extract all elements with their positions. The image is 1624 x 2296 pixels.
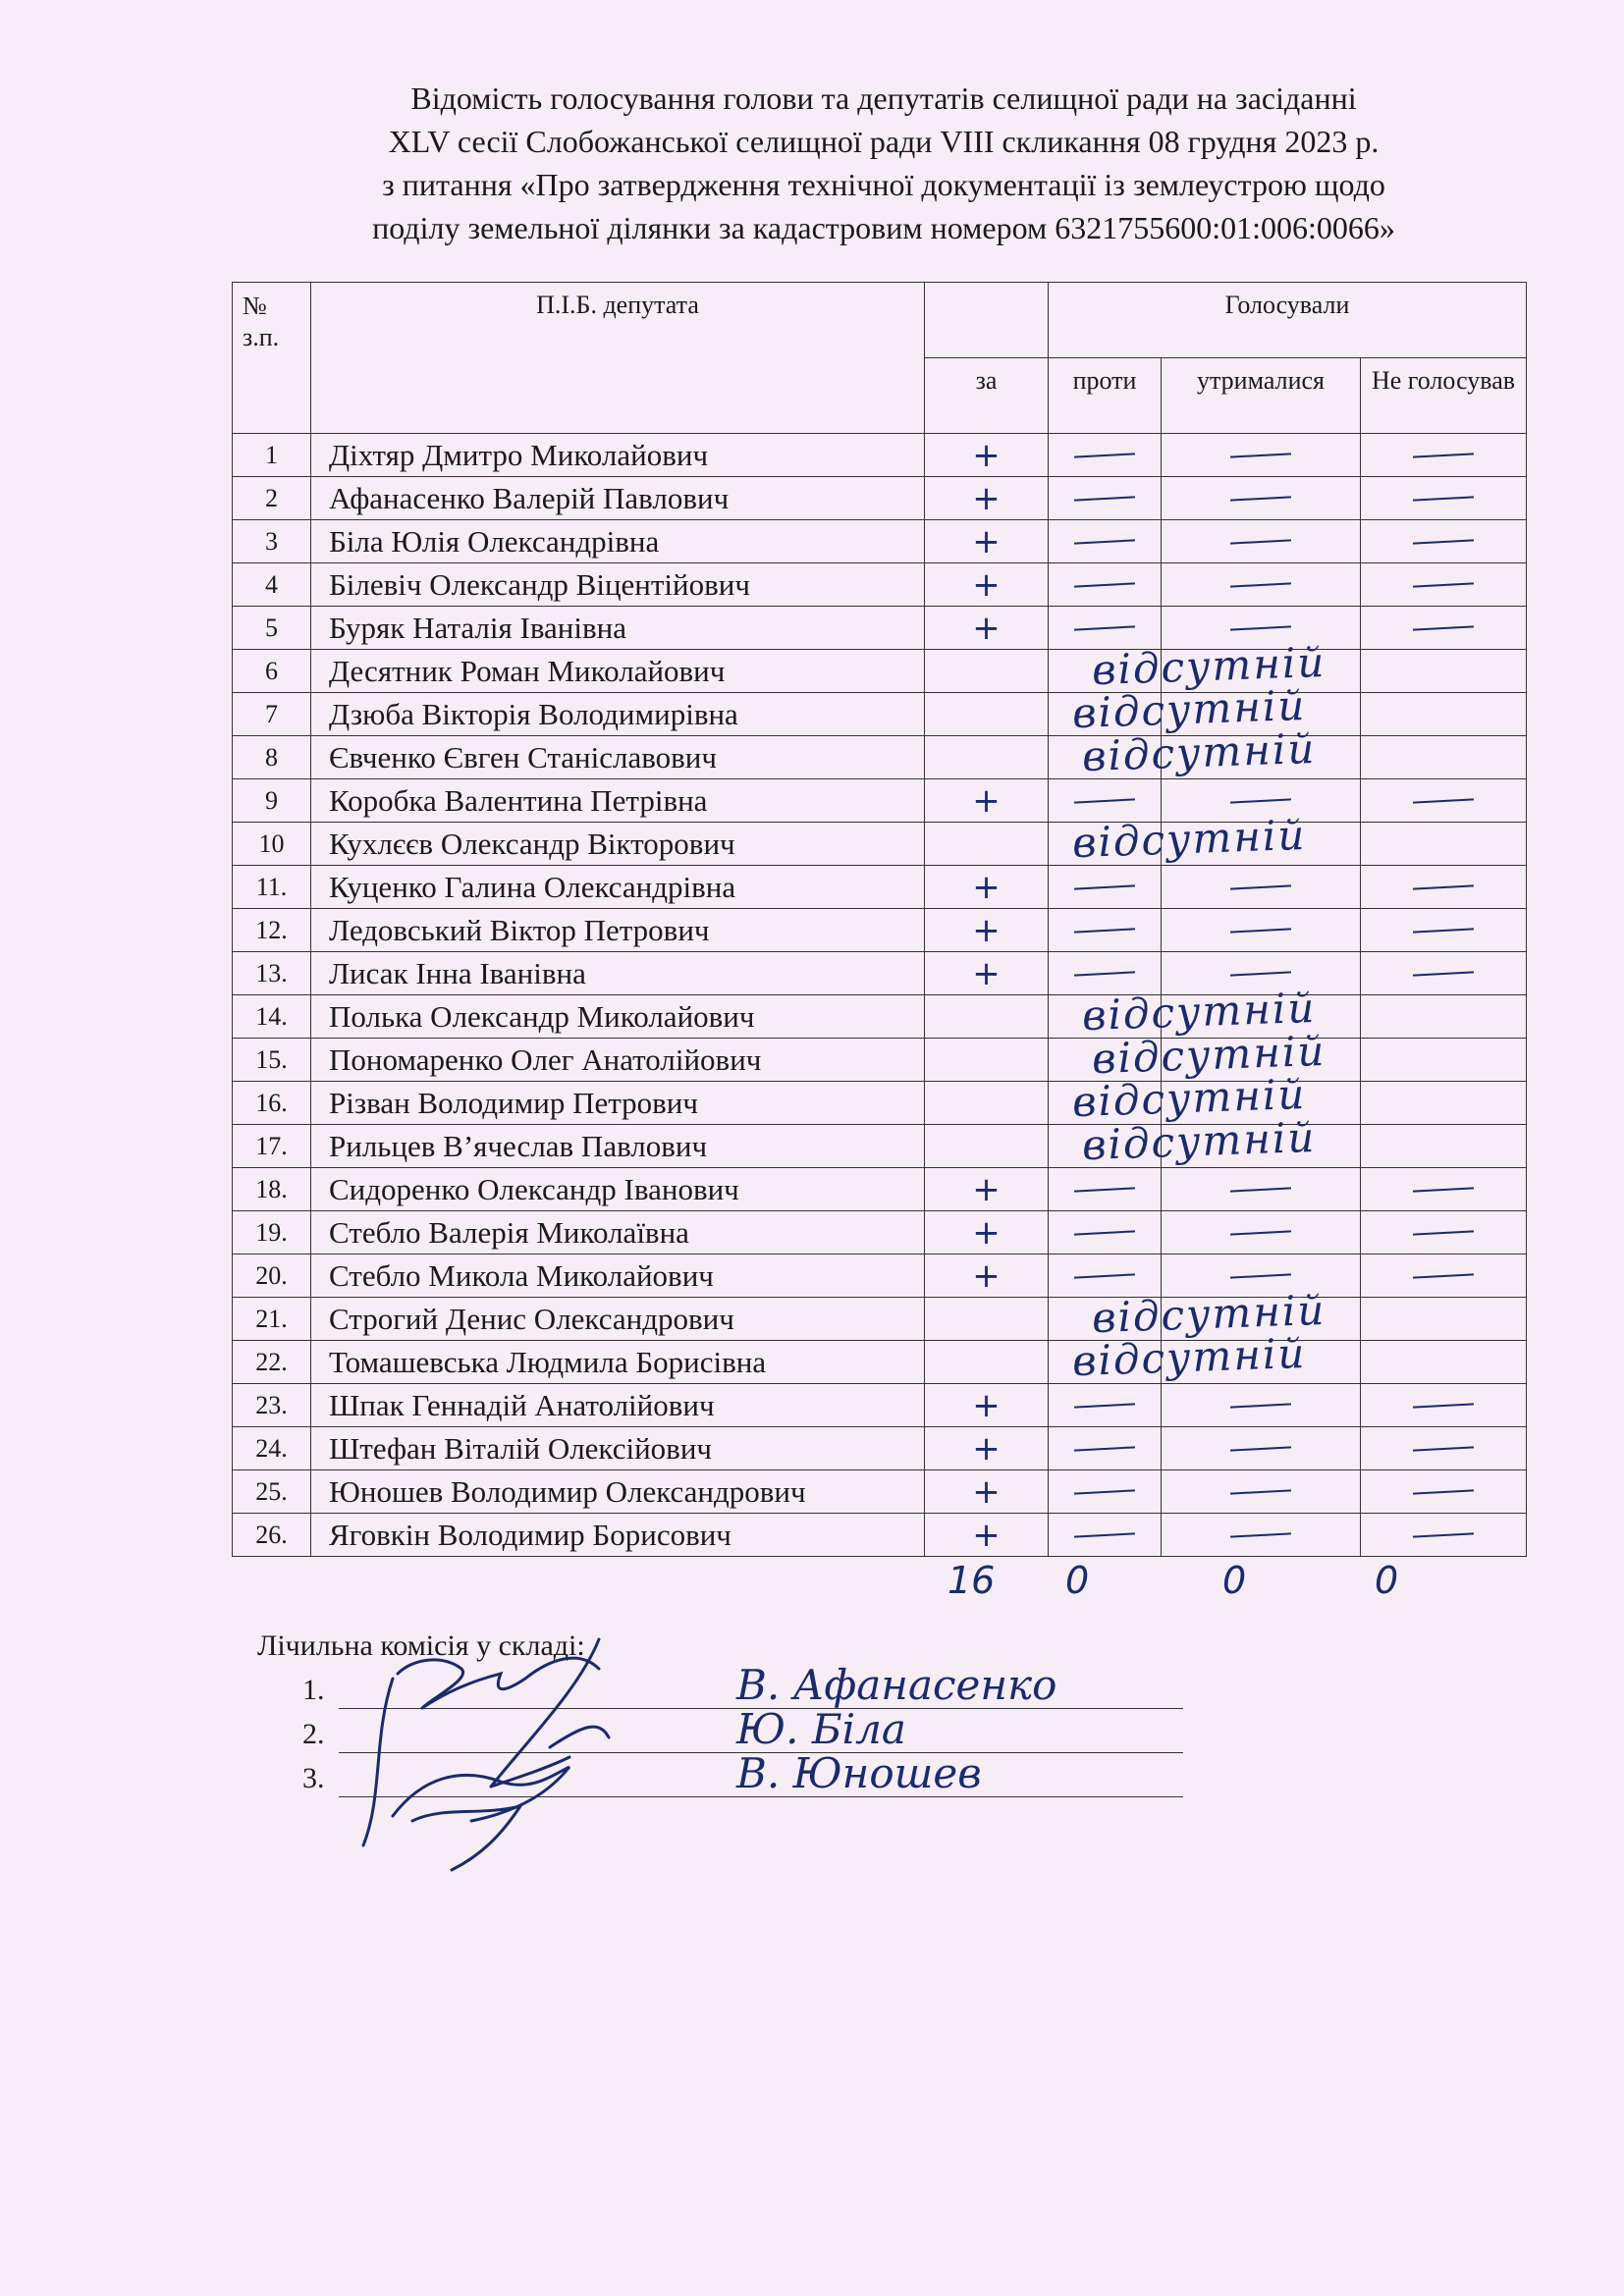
- total-against: 0: [1065, 1559, 1090, 1602]
- deputy-name: Десятник Роман Миколайович: [311, 650, 925, 693]
- vote-for-cell: [925, 1427, 1049, 1470]
- vote-for-cell: [925, 520, 1049, 563]
- vote-novote-cell: [1361, 866, 1527, 909]
- row-number: 5: [233, 607, 311, 650]
- table-row: [233, 563, 1527, 607]
- deputy-name: Строгий Денис Олександрович: [311, 1298, 925, 1341]
- dash-mark: [1074, 496, 1135, 501]
- dash-mark: [1230, 453, 1291, 457]
- dash-mark: [1413, 453, 1474, 457]
- vote-for-cell: [925, 1026, 1327, 1084]
- dash-mark: [1074, 1273, 1135, 1278]
- dash-mark: [1230, 1187, 1291, 1192]
- vote-for-cell: [925, 952, 1049, 995]
- dash-mark: [1230, 625, 1291, 630]
- vote-for-cell: [925, 1514, 1049, 1557]
- row-number: 17.: [233, 1125, 311, 1168]
- dash-mark: [1413, 625, 1474, 630]
- plus-mark: +: [972, 608, 1001, 648]
- title-line-2: XLV сесії Слобожанської селищної ради VIII скликання 08 грудня 2023 р.: [388, 124, 1380, 159]
- vote-novote-cell: [1361, 693, 1527, 736]
- vote-novote-cell: [1361, 995, 1527, 1039]
- row-number: 20.: [233, 1255, 311, 1298]
- deputy-name: Афанасенко Валерій Павлович: [311, 477, 925, 520]
- plus-mark: +: [972, 1169, 1001, 1209]
- vote-abstain-cell: [1162, 520, 1361, 563]
- vote-against-cell: [1049, 693, 1162, 736]
- table-row: [233, 1211, 1527, 1255]
- vote-against-cell: [1049, 520, 1162, 563]
- deputy-name: Стебло Микола Миколайович: [311, 1255, 925, 1298]
- header-abstain: утрималися: [1162, 358, 1361, 434]
- plus-mark: +: [972, 1515, 1001, 1555]
- row-number: 18.: [233, 1168, 311, 1211]
- vote-against-cell: [1049, 1427, 1162, 1470]
- row-number: 10: [233, 823, 311, 866]
- row-number: 26.: [233, 1514, 311, 1557]
- dash-mark: [1230, 798, 1291, 803]
- vote-novote-cell: [1361, 1341, 1527, 1384]
- deputy-name: Штефан Віталій Олексійович: [311, 1427, 925, 1470]
- dash-mark: [1413, 1230, 1474, 1235]
- vote-abstain-cell: [1162, 434, 1361, 477]
- total-abstain: 0: [1222, 1559, 1247, 1602]
- commission-member-1: В. Афанасенко: [736, 1661, 1057, 1709]
- row-number: 8: [233, 736, 311, 779]
- vote-for-cell: [925, 909, 1049, 952]
- dash-mark: [1413, 582, 1474, 587]
- vote-for-cell: [925, 1328, 1308, 1386]
- vote-novote-cell: [1361, 563, 1527, 607]
- vote-for-cell: [925, 810, 1308, 868]
- vote-novote-cell: [1361, 1255, 1527, 1298]
- row-number: 9: [233, 779, 311, 823]
- absent-note: відсутній: [1071, 810, 1308, 868]
- dash-mark: [1074, 1532, 1135, 1537]
- table-row: [233, 1039, 1527, 1082]
- plus-mark: +: [972, 1428, 1001, 1468]
- vote-abstain-cell: [1162, 823, 1361, 866]
- dash-mark: [1230, 884, 1291, 889]
- vote-for-cell: [925, 1470, 1049, 1514]
- dash-mark: [1413, 1273, 1474, 1278]
- row-number: 4: [233, 563, 311, 607]
- commission-num-2: 2.: [302, 1718, 325, 1750]
- vote-abstain-cell: [1162, 563, 1361, 607]
- table-row: [233, 1341, 1527, 1384]
- dash-mark: [1074, 582, 1135, 587]
- vote-novote-cell: [1361, 1168, 1527, 1211]
- deputy-name: Полька Олександр Миколайович: [311, 995, 925, 1039]
- plus-mark: +: [972, 1255, 1001, 1296]
- vote-novote-cell: [1361, 1082, 1527, 1125]
- deputy-name: Рильцев В’ячеслав Павлович: [311, 1125, 925, 1168]
- dash-mark: [1413, 539, 1474, 544]
- header-number: № з.п.: [233, 283, 311, 434]
- row-number: 15.: [233, 1039, 311, 1082]
- plus-mark: +: [972, 910, 1001, 950]
- dash-mark: [1413, 884, 1474, 889]
- dash-mark: [1230, 1273, 1291, 1278]
- table-row: [233, 607, 1527, 650]
- vote-for-cell: [925, 1168, 1049, 1211]
- plus-mark: +: [972, 953, 1001, 993]
- deputy-name: Білевіч Олександр Віцентійович: [311, 563, 925, 607]
- deputy-name: Шпак Геннадій Анатолійович: [311, 1384, 925, 1427]
- absent-note: відсутній: [1081, 723, 1318, 781]
- deputy-name: Діхтяр Дмитро Миколайович: [311, 434, 925, 477]
- deputy-name: Юношев Володимир Олександрович: [311, 1470, 925, 1514]
- commission-num-1: 1.: [302, 1674, 325, 1706]
- row-number: 11.: [233, 866, 311, 909]
- vote-for-cell: [925, 1255, 1049, 1298]
- dash-mark: [1074, 1446, 1135, 1451]
- vote-against-cell: [1049, 1514, 1162, 1557]
- deputy-name: Коробка Валентина Петрівна: [311, 779, 925, 823]
- vote-against-cell: [1049, 477, 1162, 520]
- deputy-name: Біла Юлія Олександрівна: [311, 520, 925, 563]
- vote-against-cell: [1049, 1384, 1162, 1427]
- vote-novote-cell: [1361, 736, 1527, 779]
- deputy-name: Сидоренко Олександр Іванович: [311, 1168, 925, 1211]
- vote-for-cell: [925, 607, 1049, 650]
- vote-novote-cell: [1361, 1470, 1527, 1514]
- vote-abstain-cell: [1162, 1168, 1361, 1211]
- row-number: 14.: [233, 995, 311, 1039]
- plus-mark: +: [972, 521, 1001, 561]
- dash-mark: [1413, 1403, 1474, 1408]
- table-row: [233, 736, 1527, 779]
- commission-member-2: Ю. Біла: [736, 1705, 906, 1753]
- vote-abstain-cell: [1162, 1384, 1361, 1427]
- header-against: проти: [1049, 358, 1162, 434]
- header-voted: Голосували: [1049, 283, 1527, 358]
- total-novote: 0: [1375, 1559, 1399, 1602]
- vote-abstain-cell: [1162, 909, 1361, 952]
- vote-novote-cell: [1361, 1125, 1527, 1168]
- vote-novote-cell: [1361, 434, 1527, 477]
- signatures: [353, 1620, 707, 1875]
- table-row: [233, 434, 1527, 477]
- vote-against-cell: [1049, 563, 1162, 607]
- row-number: 7: [233, 693, 311, 736]
- deputy-name: Томашевська Людмила Борисівна: [311, 1341, 925, 1384]
- vote-novote-cell: [1361, 1427, 1527, 1470]
- row-number: 23.: [233, 1384, 311, 1427]
- table-row: [233, 952, 1527, 995]
- vote-for-cell: [925, 1384, 1049, 1427]
- vote-for-cell: [925, 1285, 1327, 1343]
- dash-mark: [1413, 496, 1474, 501]
- dash-mark: [1074, 1187, 1135, 1192]
- dash-mark: [1230, 928, 1291, 933]
- table-row: [233, 909, 1527, 952]
- header-for: за: [925, 358, 1049, 434]
- deputy-name: Стебло Валерія Миколаївна: [311, 1211, 925, 1255]
- dash-mark: [1413, 1446, 1474, 1451]
- vote-against-cell: [1049, 866, 1162, 909]
- title-line-4: поділу земельної ділянки за кадастровим номером 6321755600:01:006:0066»: [372, 210, 1395, 245]
- dash-mark: [1230, 1403, 1291, 1408]
- vote-abstain-cell: [1162, 866, 1361, 909]
- dash-mark: [1230, 1489, 1291, 1494]
- dash-mark: [1413, 928, 1474, 933]
- vote-for-cell: [925, 477, 1049, 520]
- deputy-name: Євченко Євген Станіславович: [311, 736, 925, 779]
- dash-mark: [1230, 1532, 1291, 1537]
- vote-for-cell: [925, 1112, 1318, 1170]
- deputy-name: Буряк Наталія Іванівна: [311, 607, 925, 650]
- vote-for-cell: [925, 680, 1308, 738]
- table-row: [233, 650, 1527, 693]
- table-row: [233, 1298, 1527, 1341]
- deputy-name: Яговкін Володимир Борисович: [311, 1514, 925, 1557]
- vote-novote-cell: [1361, 823, 1527, 866]
- row-number: 21.: [233, 1298, 311, 1341]
- row-number: 24.: [233, 1427, 311, 1470]
- dash-mark: [1074, 1403, 1135, 1408]
- vote-for-cell: [925, 723, 1318, 781]
- absent-note: відсутній: [1071, 1069, 1308, 1127]
- vote-against-cell: [1049, 1082, 1162, 1125]
- row-number: 1: [233, 434, 311, 477]
- row-number: 22.: [233, 1341, 311, 1384]
- vote-abstain-cell: [1162, 1514, 1361, 1557]
- vote-for-cell: [925, 637, 1327, 695]
- dash-mark: [1074, 798, 1135, 803]
- absent-note: відсутній: [1071, 1328, 1308, 1386]
- vote-abstain-cell: [1162, 736, 1361, 779]
- row-number: 13.: [233, 952, 311, 995]
- table-row: [233, 1427, 1527, 1470]
- row-number: 6: [233, 650, 311, 693]
- title-line-3: з питання «Про затвердження технічної документації із землеустрою щодо: [382, 167, 1385, 202]
- plus-mark: +: [972, 478, 1001, 518]
- document-title: [245, 77, 1522, 249]
- table-row: [233, 1384, 1527, 1427]
- table-row: [233, 477, 1527, 520]
- dash-mark: [1074, 1489, 1135, 1494]
- plus-mark: +: [972, 1385, 1001, 1425]
- vote-against-cell: [1049, 1341, 1162, 1384]
- vote-against-cell: [1049, 995, 1162, 1039]
- vote-novote-cell: [1361, 520, 1527, 563]
- vote-for-cell: [925, 1211, 1049, 1255]
- row-number: 19.: [233, 1211, 311, 1255]
- voting-table: [232, 282, 1527, 1557]
- absent-note: відсутній: [1081, 1112, 1318, 1170]
- table-row: [233, 1514, 1527, 1557]
- plus-mark: +: [972, 435, 1001, 475]
- dash-mark: [1413, 798, 1474, 803]
- deputy-name: Дзюба Вікторія Володимирівна: [311, 693, 925, 736]
- absent-note: відсутній: [1091, 637, 1327, 695]
- deputy-name: Пономаренко Олег Анатолійович: [311, 1039, 925, 1082]
- dash-mark: [1413, 971, 1474, 976]
- table-row: [233, 866, 1527, 909]
- header-blank: [925, 283, 1049, 358]
- vote-against-cell: [1049, 909, 1162, 952]
- vote-against-cell: [1049, 1168, 1162, 1211]
- vote-abstain-cell: [1162, 1427, 1361, 1470]
- vote-against-cell: [1049, 952, 1162, 995]
- vote-abstain-cell: [1162, 477, 1361, 520]
- dash-mark: [1074, 928, 1135, 933]
- deputy-name: Лисак Інна Іванівна: [311, 952, 925, 995]
- vote-against-cell: [1049, 736, 1162, 779]
- table-row: [233, 779, 1527, 823]
- vote-against-cell: [1049, 823, 1162, 866]
- dash-mark: [1230, 539, 1291, 544]
- total-for: 16: [947, 1559, 996, 1602]
- table-row: [233, 1470, 1527, 1514]
- absent-note: відсутній: [1071, 680, 1308, 738]
- header-novote: Не голосував: [1361, 358, 1527, 434]
- vote-abstain-cell: [1162, 1125, 1361, 1168]
- table-row: [233, 1255, 1527, 1298]
- absent-note: відсутній: [1091, 1026, 1327, 1084]
- table-row: [233, 1125, 1527, 1168]
- dash-mark: [1074, 539, 1135, 544]
- vote-against-cell: [1049, 1125, 1162, 1168]
- dash-mark: [1230, 1230, 1291, 1235]
- dash-mark: [1074, 453, 1135, 457]
- dash-mark: [1074, 884, 1135, 889]
- vote-abstain-cell: [1162, 1470, 1361, 1514]
- absent-note: відсутній: [1091, 1285, 1327, 1343]
- vote-novote-cell: [1361, 1298, 1527, 1341]
- vote-novote-cell: [1361, 779, 1527, 823]
- deputy-name: Куценко Галина Олександрівна: [311, 866, 925, 909]
- dash-mark: [1074, 1230, 1135, 1235]
- row-number: 12.: [233, 909, 311, 952]
- vote-against-cell: [1049, 434, 1162, 477]
- vote-for-cell: [925, 434, 1049, 477]
- vote-against-cell: [1049, 1255, 1162, 1298]
- deputy-name: Різван Володимир Петрович: [311, 1082, 925, 1125]
- vote-novote-cell: [1361, 1514, 1527, 1557]
- signature-3: [393, 1767, 569, 1870]
- vote-novote-cell: [1361, 952, 1527, 995]
- vote-novote-cell: [1361, 1211, 1527, 1255]
- vote-novote-cell: [1361, 1384, 1527, 1427]
- vote-abstain-cell: [1162, 1341, 1361, 1384]
- vote-for-cell: [925, 1069, 1308, 1127]
- title-line-1: Відомість голосування голови та депутатів селищної ради на засіданні: [410, 80, 1357, 116]
- row-number: 25.: [233, 1470, 311, 1514]
- dash-mark: [1074, 625, 1135, 630]
- dash-mark: [1230, 1446, 1291, 1451]
- row-number: 3: [233, 520, 311, 563]
- vote-against-cell: [1049, 1470, 1162, 1514]
- dash-mark: [1230, 582, 1291, 587]
- plus-mark: +: [972, 1471, 1001, 1512]
- vote-for-cell: [925, 866, 1049, 909]
- commission-num-3: 3.: [302, 1762, 325, 1794]
- dash-mark: [1230, 971, 1291, 976]
- deputy-name: Кухлєєв Олександр Вікторович: [311, 823, 925, 866]
- absent-note: відсутній: [1081, 983, 1318, 1041]
- plus-mark: +: [972, 780, 1001, 821]
- header-name: П.І.Б. депутата: [311, 283, 925, 434]
- commission-member-3: В. Юношев: [736, 1749, 982, 1797]
- plus-mark: +: [972, 564, 1001, 605]
- dash-mark: [1413, 1489, 1474, 1494]
- row-number: 2: [233, 477, 311, 520]
- table-row: [233, 693, 1527, 736]
- row-number: 16.: [233, 1082, 311, 1125]
- vote-novote-cell: [1361, 650, 1527, 693]
- table-row: [233, 520, 1527, 563]
- table-row: [233, 1168, 1527, 1211]
- vote-for-cell: [925, 983, 1318, 1041]
- dash-mark: [1074, 971, 1135, 976]
- vote-abstain-cell: [1162, 1211, 1361, 1255]
- vote-against-cell: [1049, 607, 1162, 650]
- vote-novote-cell: [1361, 1039, 1527, 1082]
- table-row: [233, 823, 1527, 866]
- commission-title: Лічильна комісія у складі:: [257, 1629, 585, 1662]
- table-row: [233, 995, 1527, 1039]
- dash-mark: [1413, 1532, 1474, 1537]
- vote-for-cell: [925, 779, 1049, 823]
- plus-mark: +: [972, 867, 1001, 907]
- vote-for-cell: [925, 563, 1049, 607]
- vote-novote-cell: [1361, 477, 1527, 520]
- dash-mark: [1413, 1187, 1474, 1192]
- vote-novote-cell: [1361, 909, 1527, 952]
- deputy-name: Ледовський Віктор Петрович: [311, 909, 925, 952]
- vote-novote-cell: [1361, 607, 1527, 650]
- vote-against-cell: [1049, 1211, 1162, 1255]
- dash-mark: [1230, 496, 1291, 501]
- plus-mark: +: [972, 1212, 1001, 1253]
- table-row: [233, 1082, 1527, 1125]
